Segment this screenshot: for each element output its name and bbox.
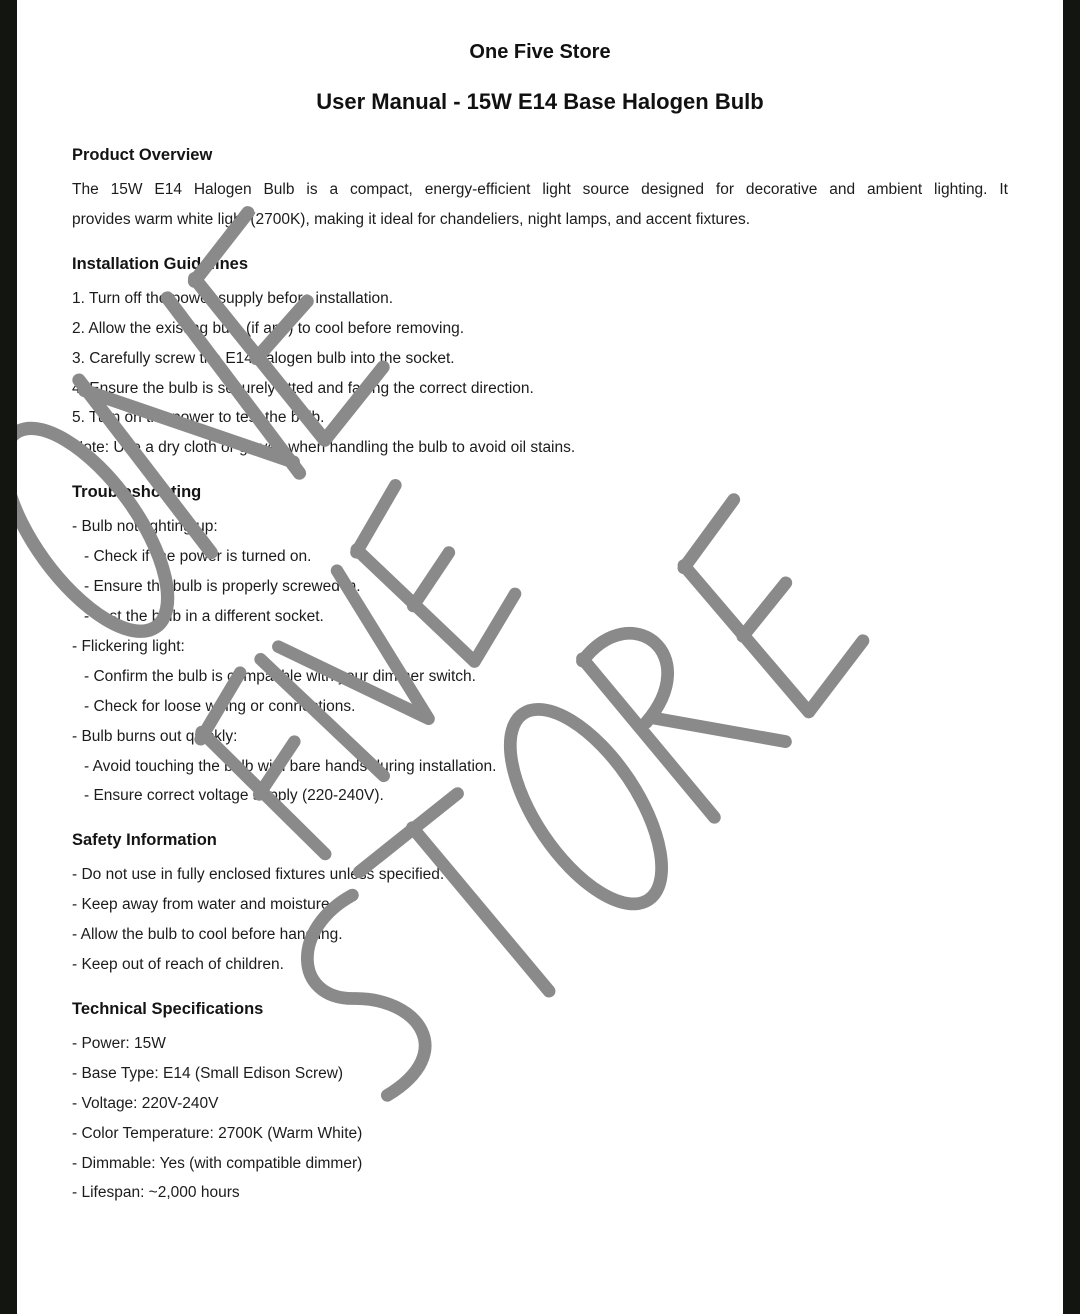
manual-title: User Manual - 15W E14 Base Halogen Bulb bbox=[316, 89, 764, 114]
list-item: - Allow the bulb to cool before handling. bbox=[72, 926, 343, 944]
list-item: - Ensure the bulb is properly screwed in. bbox=[84, 578, 361, 596]
list-item: - Lifespan: ~2,000 hours bbox=[72, 1184, 240, 1202]
list-item: Note: Use a dry cloth or gloves when handling the bulb to avoid oil stains. bbox=[72, 439, 576, 457]
list-item: - Keep away from water and moisture. bbox=[72, 896, 334, 914]
document-content bbox=[72, 0, 1008, 1208]
section-heading: Installation Guidelines bbox=[72, 254, 249, 273]
section-heading: Safety Information bbox=[72, 831, 217, 850]
list-item: - Avoid touching the bulb with bare hands during installation. bbox=[84, 757, 497, 775]
list-item: - Bulb burns out quickly: bbox=[72, 727, 238, 745]
section bbox=[72, 829, 1008, 980]
section-items bbox=[72, 860, 1008, 980]
list-item: 1. Turn off the power supply before installation. bbox=[72, 289, 394, 307]
list-item: 3. Carefully screw the E14 halogen bulb into the socket. bbox=[72, 349, 455, 367]
list-item: - Check for loose wiring or connections. bbox=[84, 697, 356, 715]
store-title: One Five Store bbox=[469, 41, 611, 63]
document-sections bbox=[72, 144, 1008, 1208]
section-items bbox=[72, 284, 1008, 463]
list-item: - Power: 15W bbox=[72, 1034, 166, 1052]
paragraph-line: provides warm white light (2700K), making it ideal for chandeliers, night lamps, and accent fixtures. bbox=[72, 210, 751, 228]
section bbox=[72, 253, 1008, 463]
section bbox=[72, 998, 1008, 1208]
list-item: - Do not use in fully enclosed fixtures unless specified. bbox=[72, 866, 445, 884]
section-items bbox=[72, 1029, 1008, 1208]
list-item: - Ensure correct voltage supply (220-240V). bbox=[84, 787, 384, 805]
list-item: 4. Ensure the bulb is securely fitted and facing the correct direction. bbox=[72, 379, 534, 397]
list-item: - Keep out of reach of children. bbox=[72, 956, 284, 974]
section-heading: Technical Specifications bbox=[72, 999, 264, 1018]
list-item: - Test the bulb in a different socket. bbox=[84, 607, 324, 625]
section-heading: Troubleshooting bbox=[72, 483, 202, 502]
list-item: - Bulb not lighting up: bbox=[72, 518, 218, 536]
list-item: - Flickering light: bbox=[72, 637, 185, 655]
section bbox=[72, 144, 1008, 235]
list-item: - Confirm the bulb is compatible with your dimmer switch. bbox=[84, 667, 476, 685]
list-item: - Dimmable: Yes (with compatible dimmer) bbox=[72, 1154, 363, 1172]
section-heading: Product Overview bbox=[72, 146, 213, 164]
left-edge-bar bbox=[0, 0, 17, 1314]
list-item: - Voltage: 220V-240V bbox=[72, 1094, 219, 1112]
section-items bbox=[72, 512, 1008, 811]
list-item: - Check if the power is turned on. bbox=[84, 548, 312, 566]
section bbox=[72, 481, 1008, 811]
right-edge-bar bbox=[1063, 0, 1080, 1314]
paragraph-line: The 15W E14 Halogen Bulb is a compact, energy-efficient light source designed for decorative and ambient lighting. It bbox=[72, 181, 1008, 198]
document-page bbox=[17, 0, 1063, 1314]
list-item: 5. Turn on the power to test the bulb. bbox=[72, 409, 325, 427]
section-paragraph bbox=[72, 175, 1008, 235]
list-item: 2. Allow the existing bulb (if any) to cool before removing. bbox=[72, 319, 465, 337]
list-item: - Base Type: E14 (Small Edison Screw) bbox=[72, 1064, 344, 1082]
list-item: - Color Temperature: 2700K (Warm White) bbox=[72, 1124, 363, 1142]
